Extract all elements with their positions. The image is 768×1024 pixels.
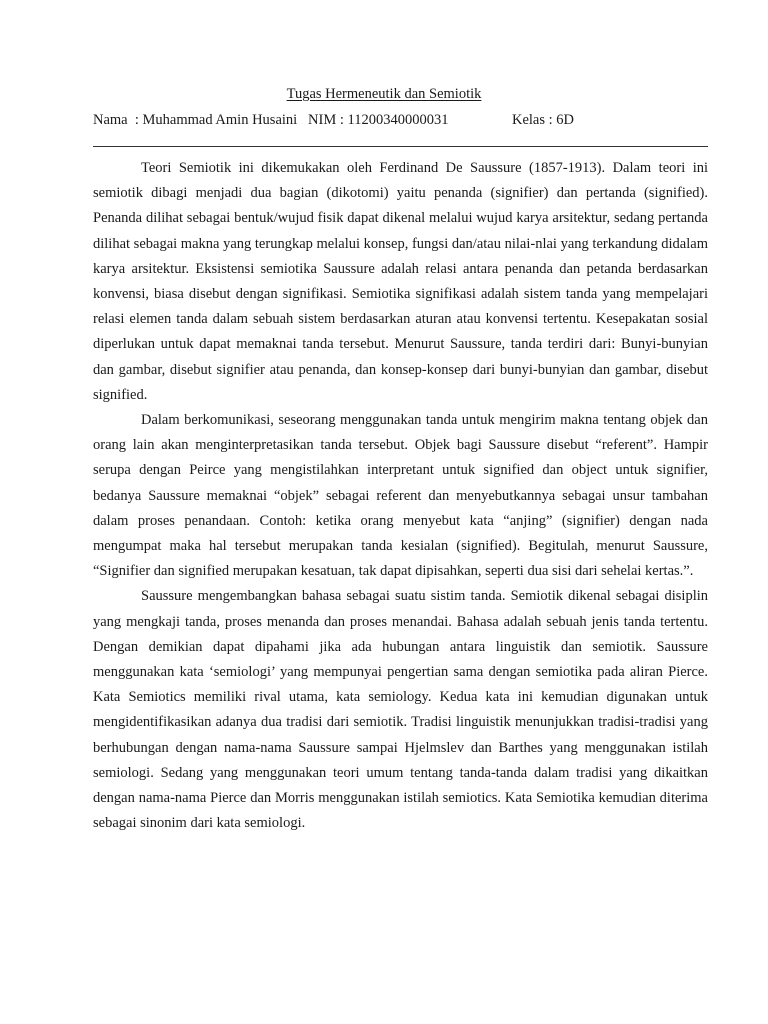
class-info: Kelas : 6D [512,112,575,128]
document-title: Tugas Hermeneutik dan Semiotik [286,86,482,102]
student-info: Nama : Muhammad Amin Husaini NIM : 11200340000031 [93,112,449,128]
paragraph-1: Teori Semiotik ini dikemukakan oleh Ferdinand De Saussure (1857-1913). Dalam teori ini semiotik dibagi menjadi dua bagian (dikotomi) yaitu penanda (signifier) dan pertanda (signified). Penanda dilihat sebagai bentuk/wujud fisik dapat dikenal melalui wujud karya arsitektur, sedang pertanda dilihat sebagai makna yang terungkap melalui konsep, fungsi dan/atau nilai-nlai yang terkandung didalam karya arsitektur. Eksistensi semiotika Saussure adalah relasi antara penanda dan petanda berdasarkan konvensi, biasa disebut dengan signifikasi. Semiotika signifikasi adalah sistem tanda yang mempelajari relasi elemen tanda dalam sebuah sistem berdasarkan aturan atau konvensi tertentu. Kesepakatan sosial diperlukan untuk dapat memaknai tanda tersebut. Menurut Saussure, tanda terdiri dari: Bunyi-bunyian dan gambar, disebut signifier atau penanda, dan konsep-konsep dari bunyi-bunyian dan gambar, disebut signified. [93,160,708,403]
paragraph-3: Saussure mengembangkan bahasa sebagai suatu sistim tanda. Semiotik dikenal sebagai disiplin yang mengkaji tanda, proses menanda dan proses menandai. Bahasa adalah sebuah jenis tanda tertentu. Dengan demikian dapat dipahami jika ada hubungan antara linguistik dan semiotik. Saussure menggunakan kata ‘semiologi’ yang mempunyai pengertian sama dengan semiotika pada aliran Pierce. Kata Semiotics memiliki rival utama, kata semiology. Kedua kata ini kemudian digunakan untuk mengidentifikasikan adanya dua tradisi dari semiotik. Tradisi linguistik menunjukkan tradisi-tradisi yang berhubungan dengan nama-nama Saussure sampai Hjelmslev dan Barthes yang menggunakan istilah semiologi. Sedang yang menggunakan teori umum tentang tanda-tanda dalam tradisi yang dikaitkan dengan nama-nama Pierce dan Morris menggunakan istilah semiotics. Kata Semiotika kemudian diterima sebagai sinonim dari kata semiologi. [93,588,708,832]
paragraph-2: Dalam berkomunikasi, seseorang menggunakan tanda untuk mengirim makna tentang objek dan orang lain akan menginterpretasikan tanda tersebut. Objek bagi Saussure disebut “referent”. Hampir serupa dengan Peirce yang mengistilahkan interpretant untuk signified dan object untuk signifier, bedanya Saussure memaknai “objek” sebagai referent dan menyebutkannya sebagai unsur tambahan dalam proses penandaan. Contoh: ketika orang menyebut kata “anjing” (signifier) dengan nada mengumpat maka hal tersebut merupakan tanda kesialan (signified). Begitulah, menurut Saussure, “Signifier dan signified merupakan kesatuan, tak dapat dipisahkan, seperti dua sisi dari sehelai kertas.”. [93,412,708,580]
document-body [93,156,708,836]
header-divider [93,146,708,147]
